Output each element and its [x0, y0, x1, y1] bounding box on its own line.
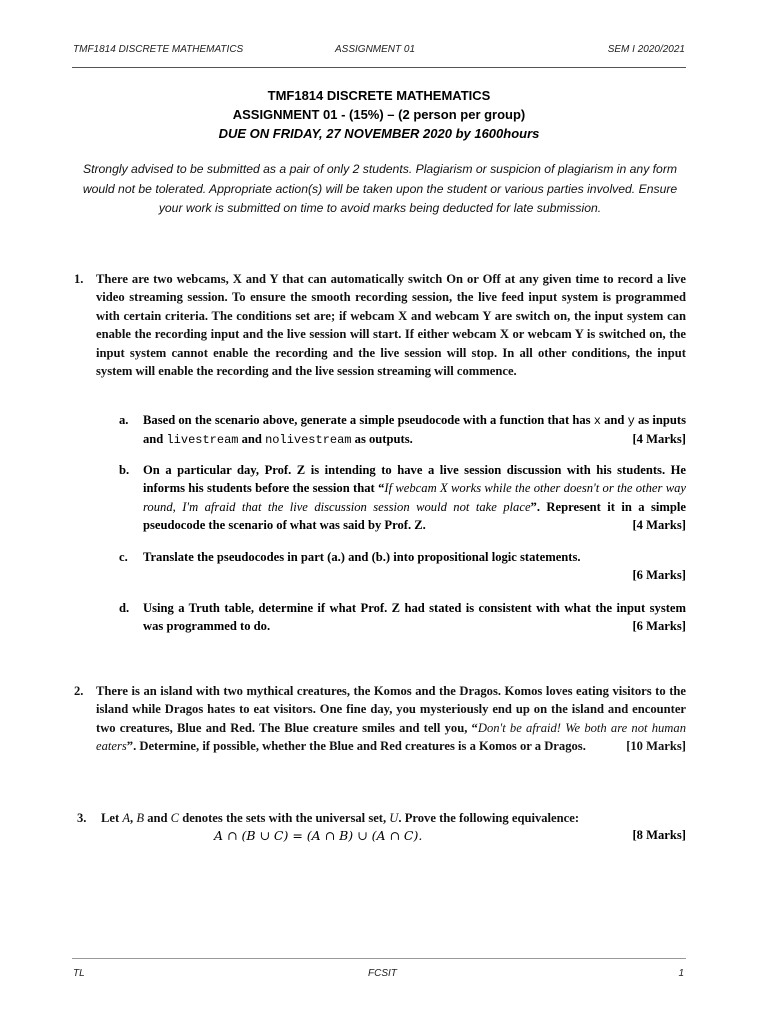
question-number: 2. — [74, 684, 84, 698]
set-b: B — [136, 811, 145, 825]
prof-quote: If webcam X works while the other doesn't or the other way round, I'm afraid that the live discussion session would not take place — [143, 481, 686, 514]
marks: [10 Marks] — [626, 739, 686, 754]
text-run: ”. Determine, if possible, whether the Blue and Red creatures is a Komos or a Dragos. — [126, 739, 586, 754]
sub-label: c. — [119, 550, 128, 564]
footer-divider — [72, 958, 686, 959]
question-1 — [74, 270, 686, 380]
due-date: DUE ON FRIDAY, 27 NOVEMBER 2020 by 1600hours — [218, 126, 540, 141]
question-text — [96, 682, 686, 756]
text-run: There is an island with two mythical creatures, the Komos and the Dragos. Komos loves eating visitors to the island while Dragos hates to eat visitors. One fine day, you mysteriously end up on the island and encounter two creatures, Blue and Red. The Blue creature smiles and tell you, “ — [96, 684, 686, 735]
sub-text — [143, 548, 686, 583]
text-run: . Prove the following equivalence: — [398, 811, 580, 825]
marks: [6 Marks] — [632, 568, 686, 583]
question-1b — [119, 461, 686, 535]
text-run: Translate the pseudocodes in part (a.) and (b.) into propositional logic statements. — [143, 550, 581, 564]
var-x: x — [593, 414, 601, 428]
question-number: 1. — [74, 272, 84, 286]
header-assignment: ASSIGNMENT 01 — [335, 44, 416, 55]
text-run: as outputs. — [351, 432, 413, 447]
text-run: ”. Represent it in a simple pseudocode the scenario of what was said by Prof. Z. — [143, 499, 686, 533]
text-run: Based on the scenario above, generate a simple pseudocode with a function that has — [143, 413, 594, 427]
header-course: TMF1814 DISCRETE MATHEMATICS — [73, 44, 244, 55]
header-semester: SEM I 2020/2021 — [607, 44, 685, 55]
marks: [4 Marks] — [632, 432, 686, 447]
question-3 — [77, 809, 686, 827]
text-run: and — [600, 413, 628, 427]
set-c: C — [170, 811, 180, 825]
var-y: y — [627, 414, 635, 428]
text-run: and — [238, 432, 266, 447]
text-run: , — [130, 811, 137, 825]
text-run: denotes the sets with the universal set, — [179, 811, 390, 825]
text-run: and — [144, 811, 171, 825]
title-block — [72, 86, 686, 143]
sub-text — [143, 411, 686, 450]
question-text — [101, 809, 686, 827]
sub-label: d. — [119, 601, 130, 615]
creature-quote: Don't be afraid! We both are not human eaters — [96, 720, 686, 754]
text-run: On a particular day, Prof. Z is intending to have a live session discussion with his students. He informs his students before the session that “ — [143, 463, 686, 496]
marks: [8 Marks] — [632, 828, 686, 842]
question-1c — [119, 548, 686, 585]
text-run: as inputs and — [143, 413, 687, 447]
text-run: Let — [101, 811, 123, 825]
set-a: A — [122, 811, 131, 825]
submission-advice: Strongly advised to be submitted as a pair of only 2 students. Plagiarism or suspicion of plagiarism in any form would not be tolerated. Appropriate action(s) will be taken upon the student or various parties involved. Ensure your work is submitted on time to avoid marks being deducted for late submission. — [82, 162, 678, 215]
universal-set: U — [389, 811, 399, 825]
output-livestream: livestream — [166, 433, 239, 448]
assignment-title: ASSIGNMENT 01 - (15%) – (2 person per group) — [232, 107, 526, 122]
marks: [6 Marks] — [632, 619, 686, 634]
footer-faculty: FCSIT — [368, 968, 397, 979]
sub-label: a. — [119, 413, 129, 427]
footer-initials: TL — [73, 968, 85, 979]
sub-text — [143, 461, 686, 535]
header-divider — [72, 67, 686, 68]
output-nolivestream: nolivestream — [265, 433, 352, 448]
question-number: 3. — [77, 811, 87, 825]
sub-text — [143, 599, 686, 636]
marks: [4 Marks] — [632, 518, 686, 533]
question-text: There are two webcams, X and Y that can automatically switch On or Off at any given time to record a live video streaming session. To ensure the smooth recording session, the live feed input system is programmed with certain criteria. The conditions set are; if webcam X and webcam Y are switch on, the input system can enable the recording input and the live session will start. If either webcam X or webcam Y is switched on, the input system cannot enable the recording and the live session will stop. In all other conditions, the input system will enable the recording and the live session streaming will commence. — [96, 272, 686, 379]
text-run: Using a Truth table, determine if what Prof. Z had stated is consistent with what the input system was programmed to do. — [143, 601, 686, 634]
question-1d — [119, 599, 686, 636]
question-2 — [74, 682, 686, 756]
sub-label: b. — [119, 463, 130, 477]
course-title: TMF1814 DISCRETE MATHEMATICS — [267, 88, 491, 103]
page-number: 1 — [678, 968, 684, 979]
equivalence-equation: A ∩ (B ∪ C) = (A ∩ B) ∪ (A ∩ C). — [214, 828, 423, 843]
question-1a — [119, 411, 686, 450]
